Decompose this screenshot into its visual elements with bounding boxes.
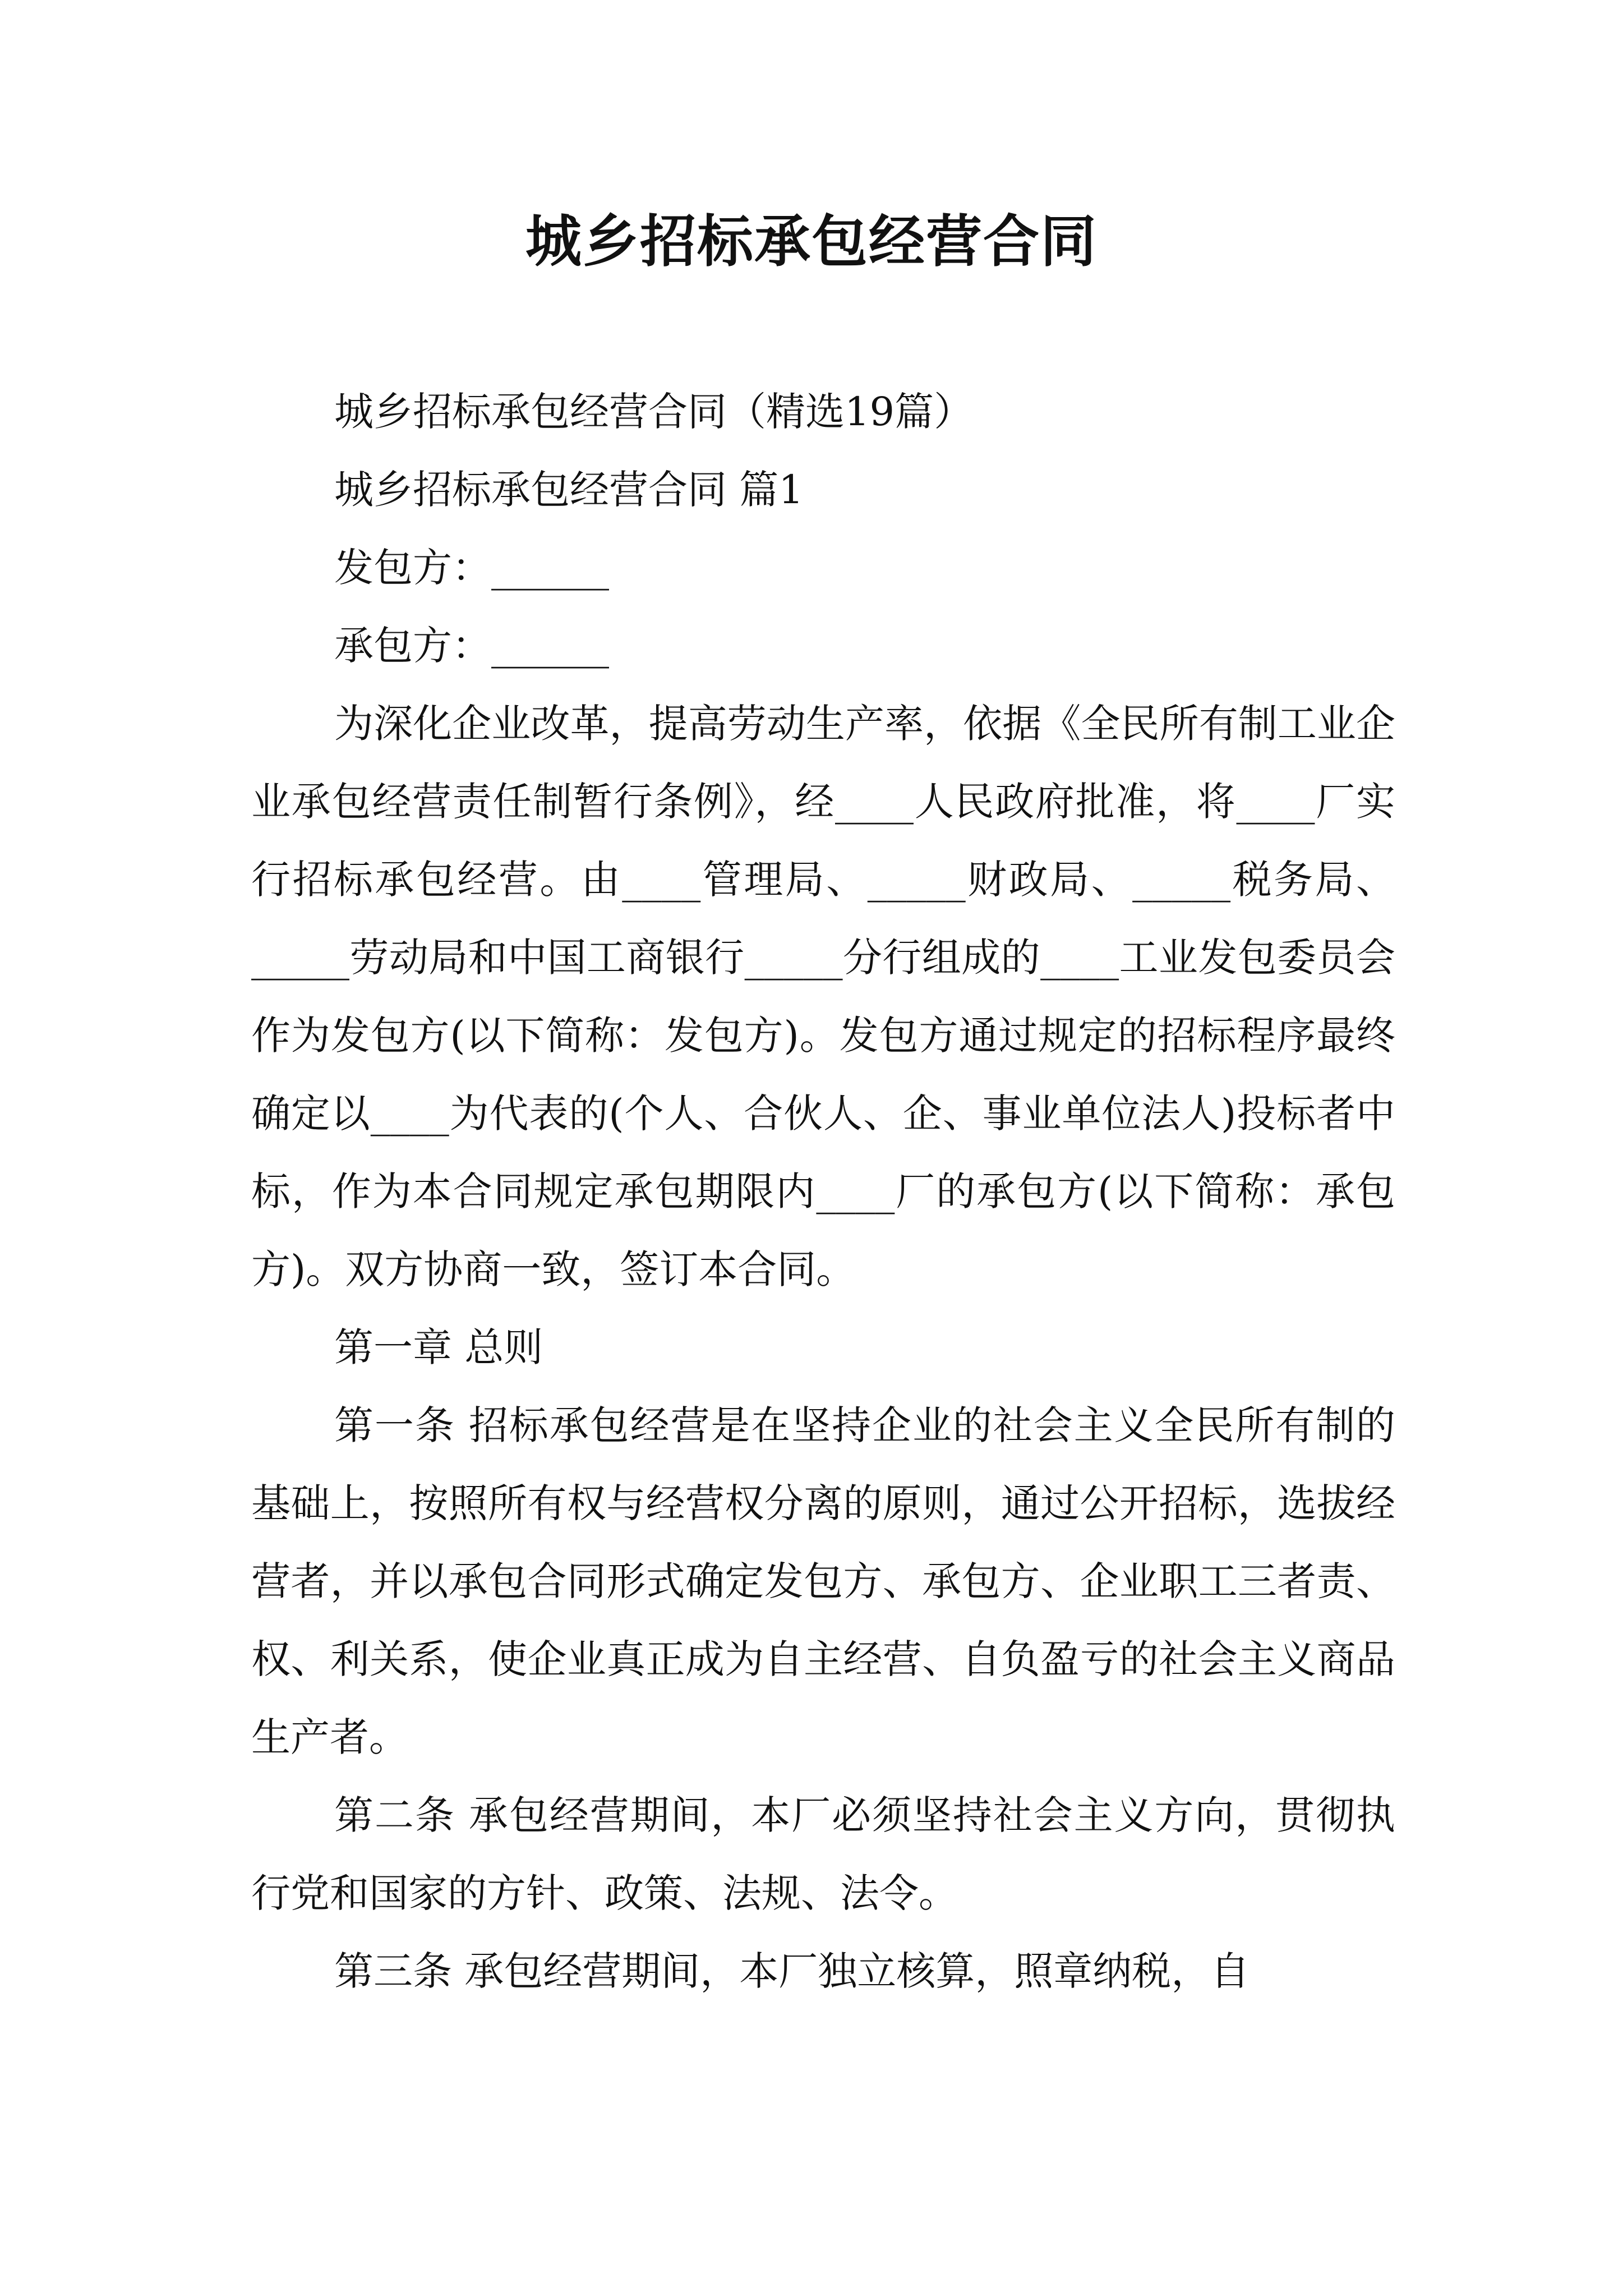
party-b-line: 承包方：______ (334, 623, 609, 669)
chapter-heading: 第一章 总则 (334, 1324, 543, 1370)
article-3-paragraph: 第三条 承包经营期间，本厂独立核算，照章纳税，自 (334, 1948, 1250, 1994)
section-heading: 城乡招标承包经营合同 篇1 (334, 467, 804, 513)
preamble-paragraph: 为深化企业改革，提高劳动生产率，依据《全民所有制工业企业承包经营责任制暂行条例》，经____人民政府批准，将____厂实行招标承包经营。由____管理局、_____财政局、_____税务局、_____劳动局和中国工商银行_____分行组成的____工业发包委员会作为发包方(以下简称：发包方)。发包方通过规定的招标程序最终确定以____为代表的(个人、合伙人、企、事业单位法人)投标者中标，作为本合同规定承包期限内____厂的承包方(以下简称：承包方)。双方协商一致，签订本合同。 (251, 701, 1395, 1292)
document-body (251, 373, 1395, 2010)
document-title: 城乡招标承包经营合同 (525, 208, 1098, 274)
article-1-paragraph: 第一条 招标承包经营是在坚持企业的社会主义全民所有制的基础上，按照所有权与经营权分离的原则，通过公开招标，选拔经营者，并以承包合同形式确定发包方、承包方、企业职工三者责、权、利关系，使企业真正成为自主经营、自负盈亏的社会主义商品生产者。 (251, 1402, 1395, 1760)
party-a-line: 发包方：______ (334, 545, 609, 591)
article-2-paragraph: 第二条 承包经营期间，本厂必须坚持社会主义方向，贯彻执行党和国家的方针、政策、法规、法令。 (251, 1792, 1395, 1916)
document-subtitle: 城乡招标承包经营合同（精选19篇） (334, 389, 974, 435)
